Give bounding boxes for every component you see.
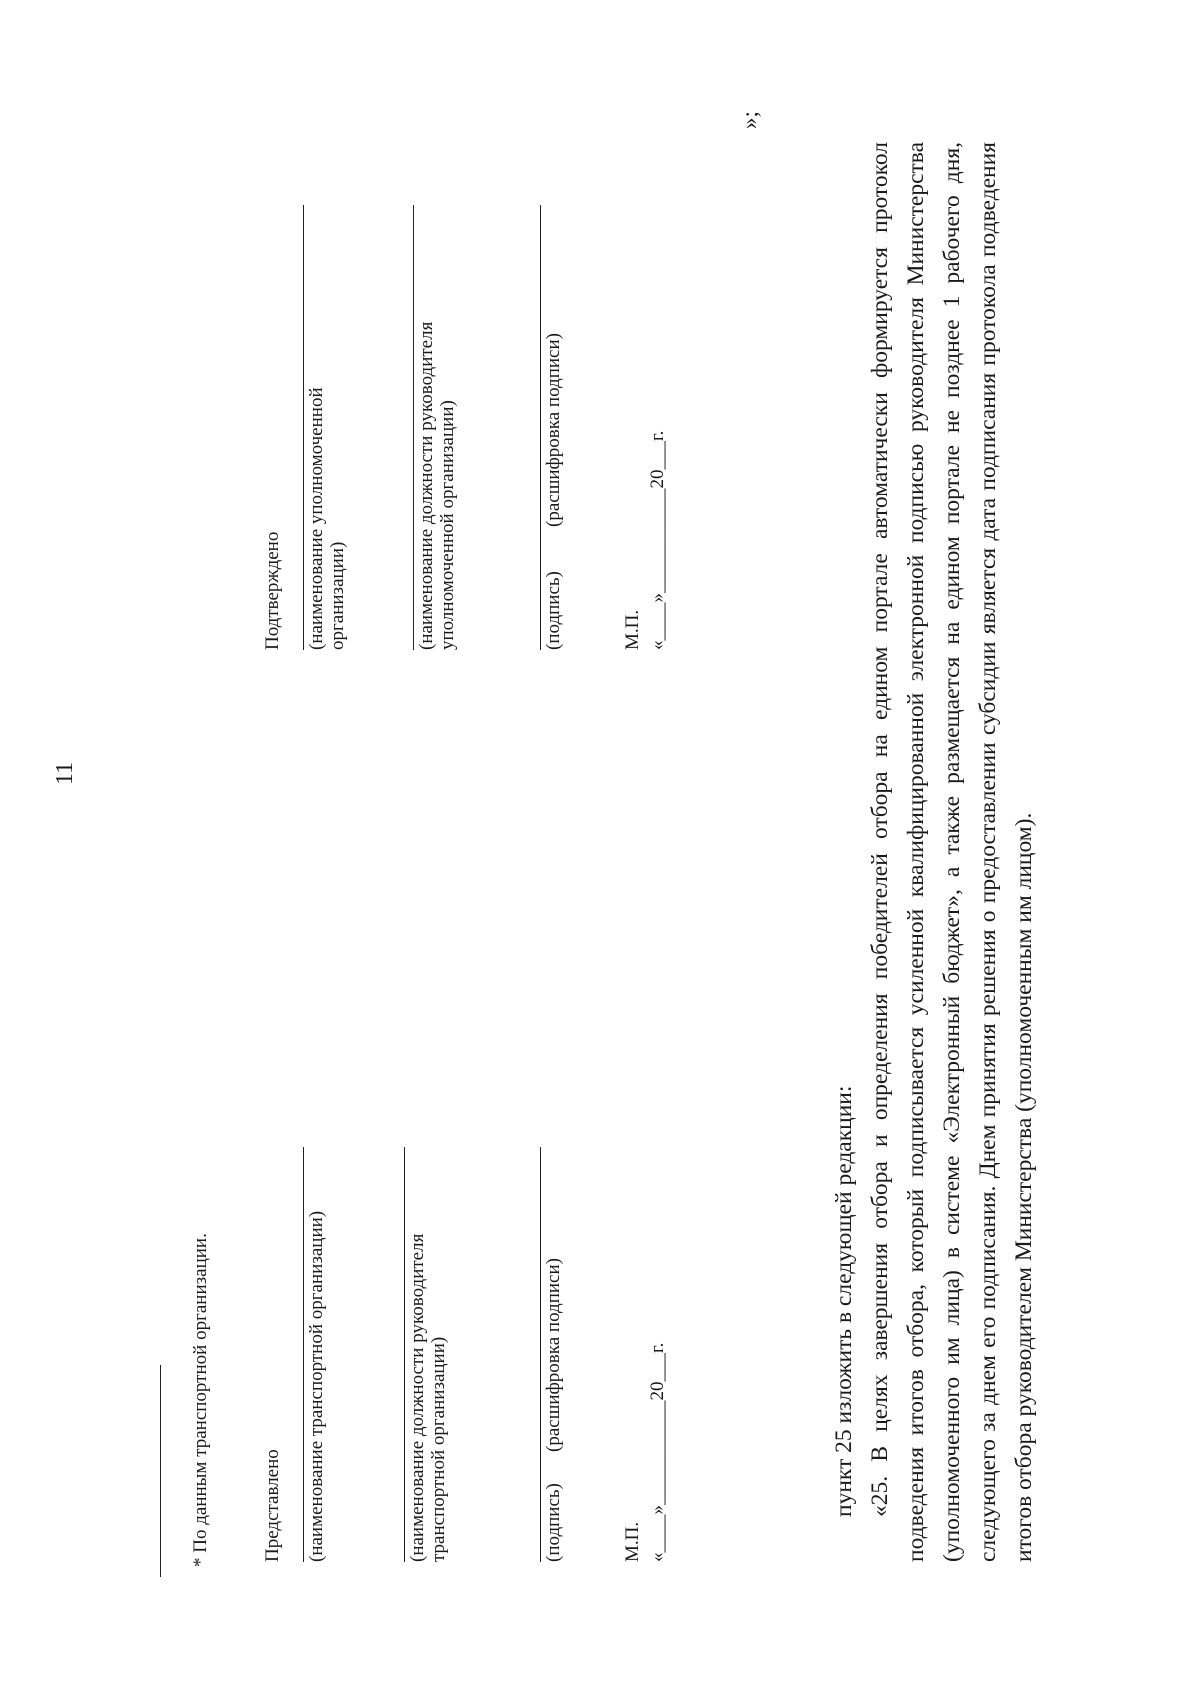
left-name-line xyxy=(303,1147,304,1562)
left-signature-caption: (подпись) xyxy=(543,1483,564,1562)
left-position-caption-1: (наименование должности руководителя xyxy=(407,1233,428,1562)
left-position-caption-2: транспортной организации) xyxy=(428,1336,449,1562)
right-position-caption-2: уполномоченной организации) xyxy=(437,400,458,650)
amendment-text xyxy=(826,142,1042,1562)
left-block-title: Представлено xyxy=(262,1449,283,1562)
right-stamp: М.П. xyxy=(622,609,643,650)
right-decode-caption: (расшифровка подписи) xyxy=(543,333,564,527)
instruction-line: пункт 25 изложить в следующей редакции: xyxy=(831,1085,857,1517)
right-name-caption-2: организации) xyxy=(327,541,348,650)
page-number: 11 xyxy=(52,761,78,785)
right-position-line xyxy=(413,205,414,650)
right-signature-line xyxy=(540,205,541,650)
left-stamp: М.П. xyxy=(622,1521,643,1562)
footnote-separator xyxy=(160,1365,161,1577)
left-position-line xyxy=(404,1147,405,1562)
right-position-caption-1: (наименование должности руководителя xyxy=(416,321,437,650)
left-date-line: «____»___________20___г. xyxy=(647,1342,668,1562)
main-paragraph: «25. В целях завершения отбора и определения победителей отбора на едином портале автоматически формируется протокол подведения итогов отбора, который подписывается усиленной квалифицированной электронной подписью руководителя Министерства (уполномоченного им лица) в системе «Электронный бюджет», а также размещается на едином портале не позднее 1 рабочего дня, следующего за днем его подписания. Днем принятия решения о предоставлении субсидии является дата подписания протокола подведения итогов отбора руководителем Министерства (уполномоченным им лицом). xyxy=(867,142,1037,1562)
right-block-title: Подтверждено xyxy=(262,531,283,650)
closing-mark: »; xyxy=(737,111,762,129)
left-decode-caption: (расшифровка подписи) xyxy=(543,1258,564,1452)
right-name-line xyxy=(303,205,304,650)
right-name-caption-1: (наименование уполномоченной xyxy=(306,387,327,650)
left-name-caption: (наименование транспортной организации) xyxy=(306,1210,327,1562)
footnote: * По данным транспортной организации. xyxy=(190,1233,211,1567)
right-date-line: «____»___________20___г. xyxy=(647,430,668,650)
right-signature-caption: (подпись) xyxy=(543,571,564,650)
left-signature-line xyxy=(540,1147,541,1562)
